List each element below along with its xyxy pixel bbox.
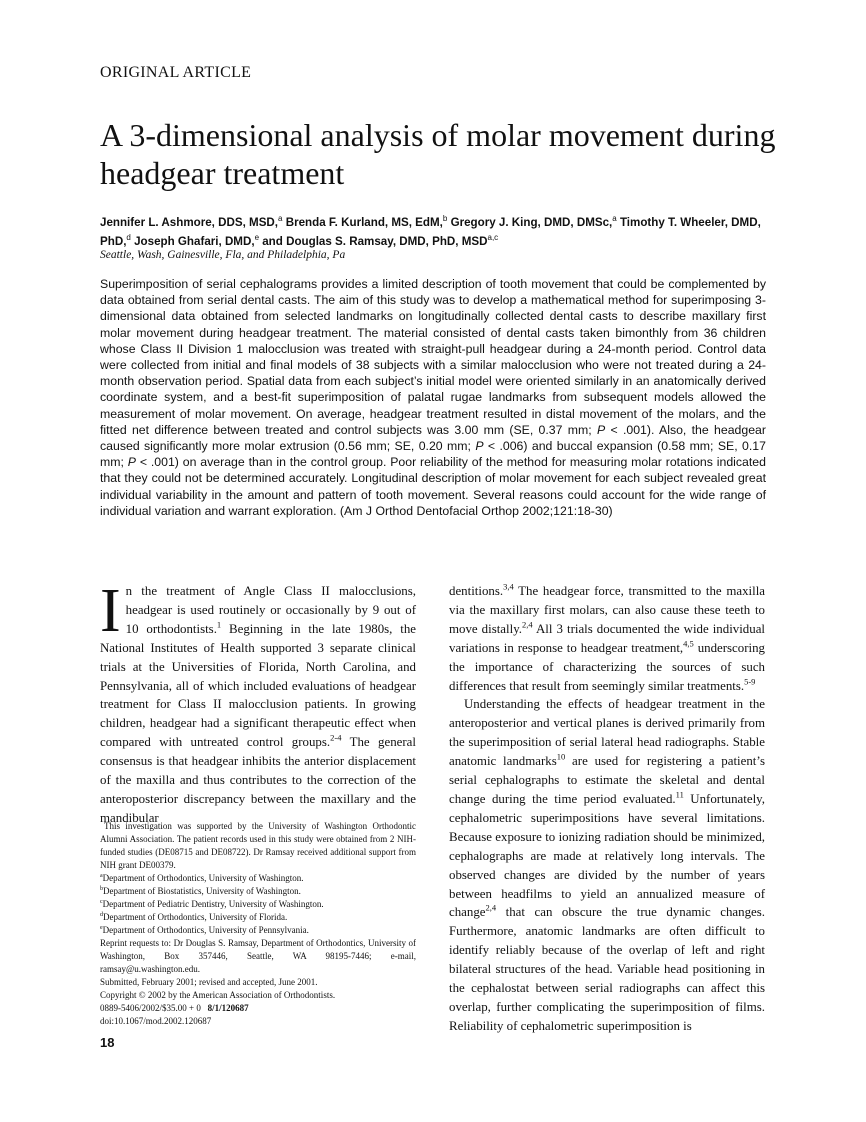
article-code: 8/1/120687 bbox=[207, 1003, 249, 1013]
text-run: and Douglas S. Ramsay, DMD, PhD, MSD bbox=[259, 235, 488, 248]
author-location: Seattle, Wash, Gainesville, Fla, and Philadelphia, Pa bbox=[100, 249, 346, 261]
affiliation-text: Department of Orthodontics, University of Florida. bbox=[103, 912, 288, 922]
issn-line bbox=[100, 1002, 416, 1015]
text-run: that can obscure the true dynamic changes. Furthermore, anatomic landmarks are often difficult to identify reliably because of the overlap of left and right bilateral structures of the head. Variable head positioning in the cephalostat between serial radiographs can affect this overlap, further complicating the superimposition of films. Reliability of cephalometric superimposition is bbox=[449, 905, 765, 1033]
text-run: Brenda F. Kurland, MS, EdM, bbox=[282, 216, 443, 229]
submission-dates: Submitted, February 2001; revised and accepted, June 2001. bbox=[100, 977, 318, 987]
affiliation-text: Department of Orthodontics, University of Pennsylvania. bbox=[102, 925, 309, 935]
text-run: The headgear force, transmitted to the maxilla via the maxillary first molars, can also cause these teeth to move distally. bbox=[449, 584, 765, 636]
text-run: The general consensus is that headgear inhibits the anterior displacement of the maxilla and thus contributes to the correction of the anteroposterior discrepancy between the maxillary and the mandibular bbox=[100, 735, 416, 825]
text-run: n the treatment of Angle Class II malocclusions, headgear is used routinely or occasionally by 9 out of 10 orthodontists. bbox=[125, 584, 416, 636]
text-run: Beginning in the late 1980s, the National Institutes of Health supported 3 separate clinical trials at the Universities of Florida, North Carolina, and Pennsylvania, all of which included evaluations of headgear treatment for Class II malocclusion patients. In growing children, headgear had a significant therapeutic effect when compared with untreated control groups. bbox=[100, 621, 416, 750]
author-list bbox=[100, 213, 780, 251]
text-run: Superimposition of serial cephalograms provides a limited description of tooth movement that could be complemented by data obtained from serial dental casts. The aim of this study was to develop a mathematical method for superimposing 3-dimensional data obtained from selected landmarks on longitudinally collected dental casts to describe maxillary first molar movement during headgear treatment. The material consisted of dental casts taken bimonthly from 36 children whose Class II Division 1 malocclusion was treated with straight-pull headgear during a 24-month period. Control data were collected from initial and final models of 38 subjects with a similar malocclusion who were not treated during a 24-month observation period. Spatial data from each subject’s initial model were oriented similarly in an anatomically derived coordinate system, and a best-fit superimposition of palatal rugae landmarks from subsequent models allowed the measurement of molar movement. On average, headgear treatment resulted in distal movement of the molars, and the fitted net difference between treated and control subjects was 3.00 mm (SE, 0.37 mm; bbox=[100, 277, 766, 437]
text-run: Gregory J. King, DMD, DMSc, bbox=[447, 216, 613, 229]
copyright: Copyright © 2002 by the American Association of Orthodontists. bbox=[100, 990, 336, 1000]
affiliation-text: Department of Pediatric Dentistry, University of Washington. bbox=[102, 899, 324, 909]
superscript: 1 bbox=[216, 619, 222, 630]
affiliation bbox=[100, 924, 416, 937]
superscript: 4,5 bbox=[683, 638, 694, 649]
superscript: d bbox=[126, 233, 131, 243]
superscript: b bbox=[442, 214, 448, 224]
italic-text: P bbox=[127, 455, 136, 470]
text-run: Understanding the effects of headgear treatment in the anteroposterior and vertical planes is derived primarily from the superimposition of serial lateral head radiographs. Stable anatomic landmarks bbox=[449, 697, 765, 769]
affiliation bbox=[100, 898, 416, 911]
text-run: Unfortunately, cephalometric superimpositions have several limitations. Because exposure to ionizing radiation should be minimized, cephalographs are made at relatively long intervals. The observed changes are divided by the number of years between headfilms to yield an annualized measure of change bbox=[449, 791, 765, 920]
superscript: 2-4 bbox=[330, 732, 342, 743]
text-run: dentitions. bbox=[449, 584, 504, 598]
text-run: Joseph Ghafari, DMD, bbox=[130, 235, 255, 248]
abstract bbox=[100, 276, 766, 519]
superscript: e bbox=[254, 233, 260, 243]
text-run: < .001) on average than in the control group. Poor reliability of the method for measuring molar rotations indicated that they could not be determined accurately. Longitudinal description of molar movement for each subject revealed great individual variability in the amount and pattern of tooth movement. Several reasons could account for the wide range of individual variation and warrant exploration. (Am J Orthod Dentofacial Orthop 2002;121:18-30) bbox=[100, 455, 766, 518]
text-run: underscoring the importance of characterizing the sources of such differences that result from seemingly similar treatments. bbox=[449, 640, 765, 693]
text-run: < .001). Also, the headgear caused significantly more molar extrusion (0.56 mm; SE, 0.20 mm; bbox=[100, 422, 766, 454]
text-run: < .006) and buccal expansion (0.58 mm; SE, 0.17 mm; bbox=[100, 439, 766, 470]
affiliation-text: Department of Orthodontics, University of Washington. bbox=[102, 873, 304, 883]
section-label: ORIGINAL ARTICLE bbox=[100, 64, 252, 81]
superscript: a,c bbox=[487, 233, 499, 243]
drop-cap: I bbox=[100, 577, 121, 645]
article-title: A 3-dimensional analysis of molar movement during headgear treatment bbox=[100, 117, 776, 191]
italic-text: P bbox=[475, 439, 484, 454]
body-column-left bbox=[100, 577, 416, 828]
body-paragraph bbox=[100, 577, 416, 828]
superscript: 10 bbox=[556, 751, 566, 762]
body-paragraph bbox=[449, 582, 765, 695]
affiliation-mark: a bbox=[100, 873, 103, 879]
italic-text: P bbox=[596, 422, 606, 437]
doi[interactable]: doi:10.1067/mod.2002.120687 bbox=[100, 1016, 212, 1026]
body-column-right bbox=[449, 582, 765, 1036]
affiliation-mark: c bbox=[100, 899, 103, 905]
affiliation-list bbox=[100, 872, 416, 937]
page-number: 18 bbox=[100, 1035, 115, 1050]
issn: 0889-5406/2002/$35.00 + 0 bbox=[100, 1003, 201, 1013]
affiliation bbox=[100, 911, 416, 924]
text-run: Timothy T. Wheeler, DMD, PhD, bbox=[100, 216, 761, 248]
superscript: a bbox=[612, 214, 617, 224]
text-run: are used for registering a patient’s serial cephalographs to estimate the skeletal and dental change during the time period evaluated. bbox=[449, 754, 765, 806]
affiliation bbox=[100, 872, 416, 885]
paragraph-text bbox=[100, 577, 416, 825]
superscript: 2,4 bbox=[522, 619, 533, 630]
superscript: 3,4 bbox=[503, 581, 514, 592]
affiliation-mark: b bbox=[100, 886, 103, 892]
body-paragraph bbox=[449, 695, 765, 1035]
superscript: 11 bbox=[675, 789, 684, 800]
text-run: All 3 trials documented the wide individual variations in response to headgear treatment, bbox=[449, 621, 766, 655]
affiliation-mark: e bbox=[100, 925, 103, 931]
affiliation-mark: d bbox=[100, 912, 103, 918]
affiliation-text: Department of Biostatistics, University of Washington. bbox=[103, 886, 301, 896]
text-run: Jennifer L. Ashmore, DDS, MSD, bbox=[100, 216, 279, 229]
footnotes bbox=[100, 820, 416, 1028]
reprint-note: Reprint requests to: Dr Douglas S. Ramsay, Department of Orthodontics, University of Washington, Box 357446, Seattle, WA 98195-7446; e-mail, ramsay@u.washington.edu. bbox=[100, 938, 416, 974]
funding-note: This investigation was supported by the University of Washington Orthodontic Alumni Association. The patient records used in this study were obtained from 2 NIH-funded studies (DE08715 and DE08722). Dr Ramsay received additional support from NIH grant DE00379. bbox=[100, 821, 416, 870]
superscript: 2,4 bbox=[485, 903, 497, 914]
superscript: 5-9 bbox=[744, 676, 756, 687]
affiliation bbox=[100, 885, 416, 898]
superscript: a bbox=[278, 214, 283, 224]
